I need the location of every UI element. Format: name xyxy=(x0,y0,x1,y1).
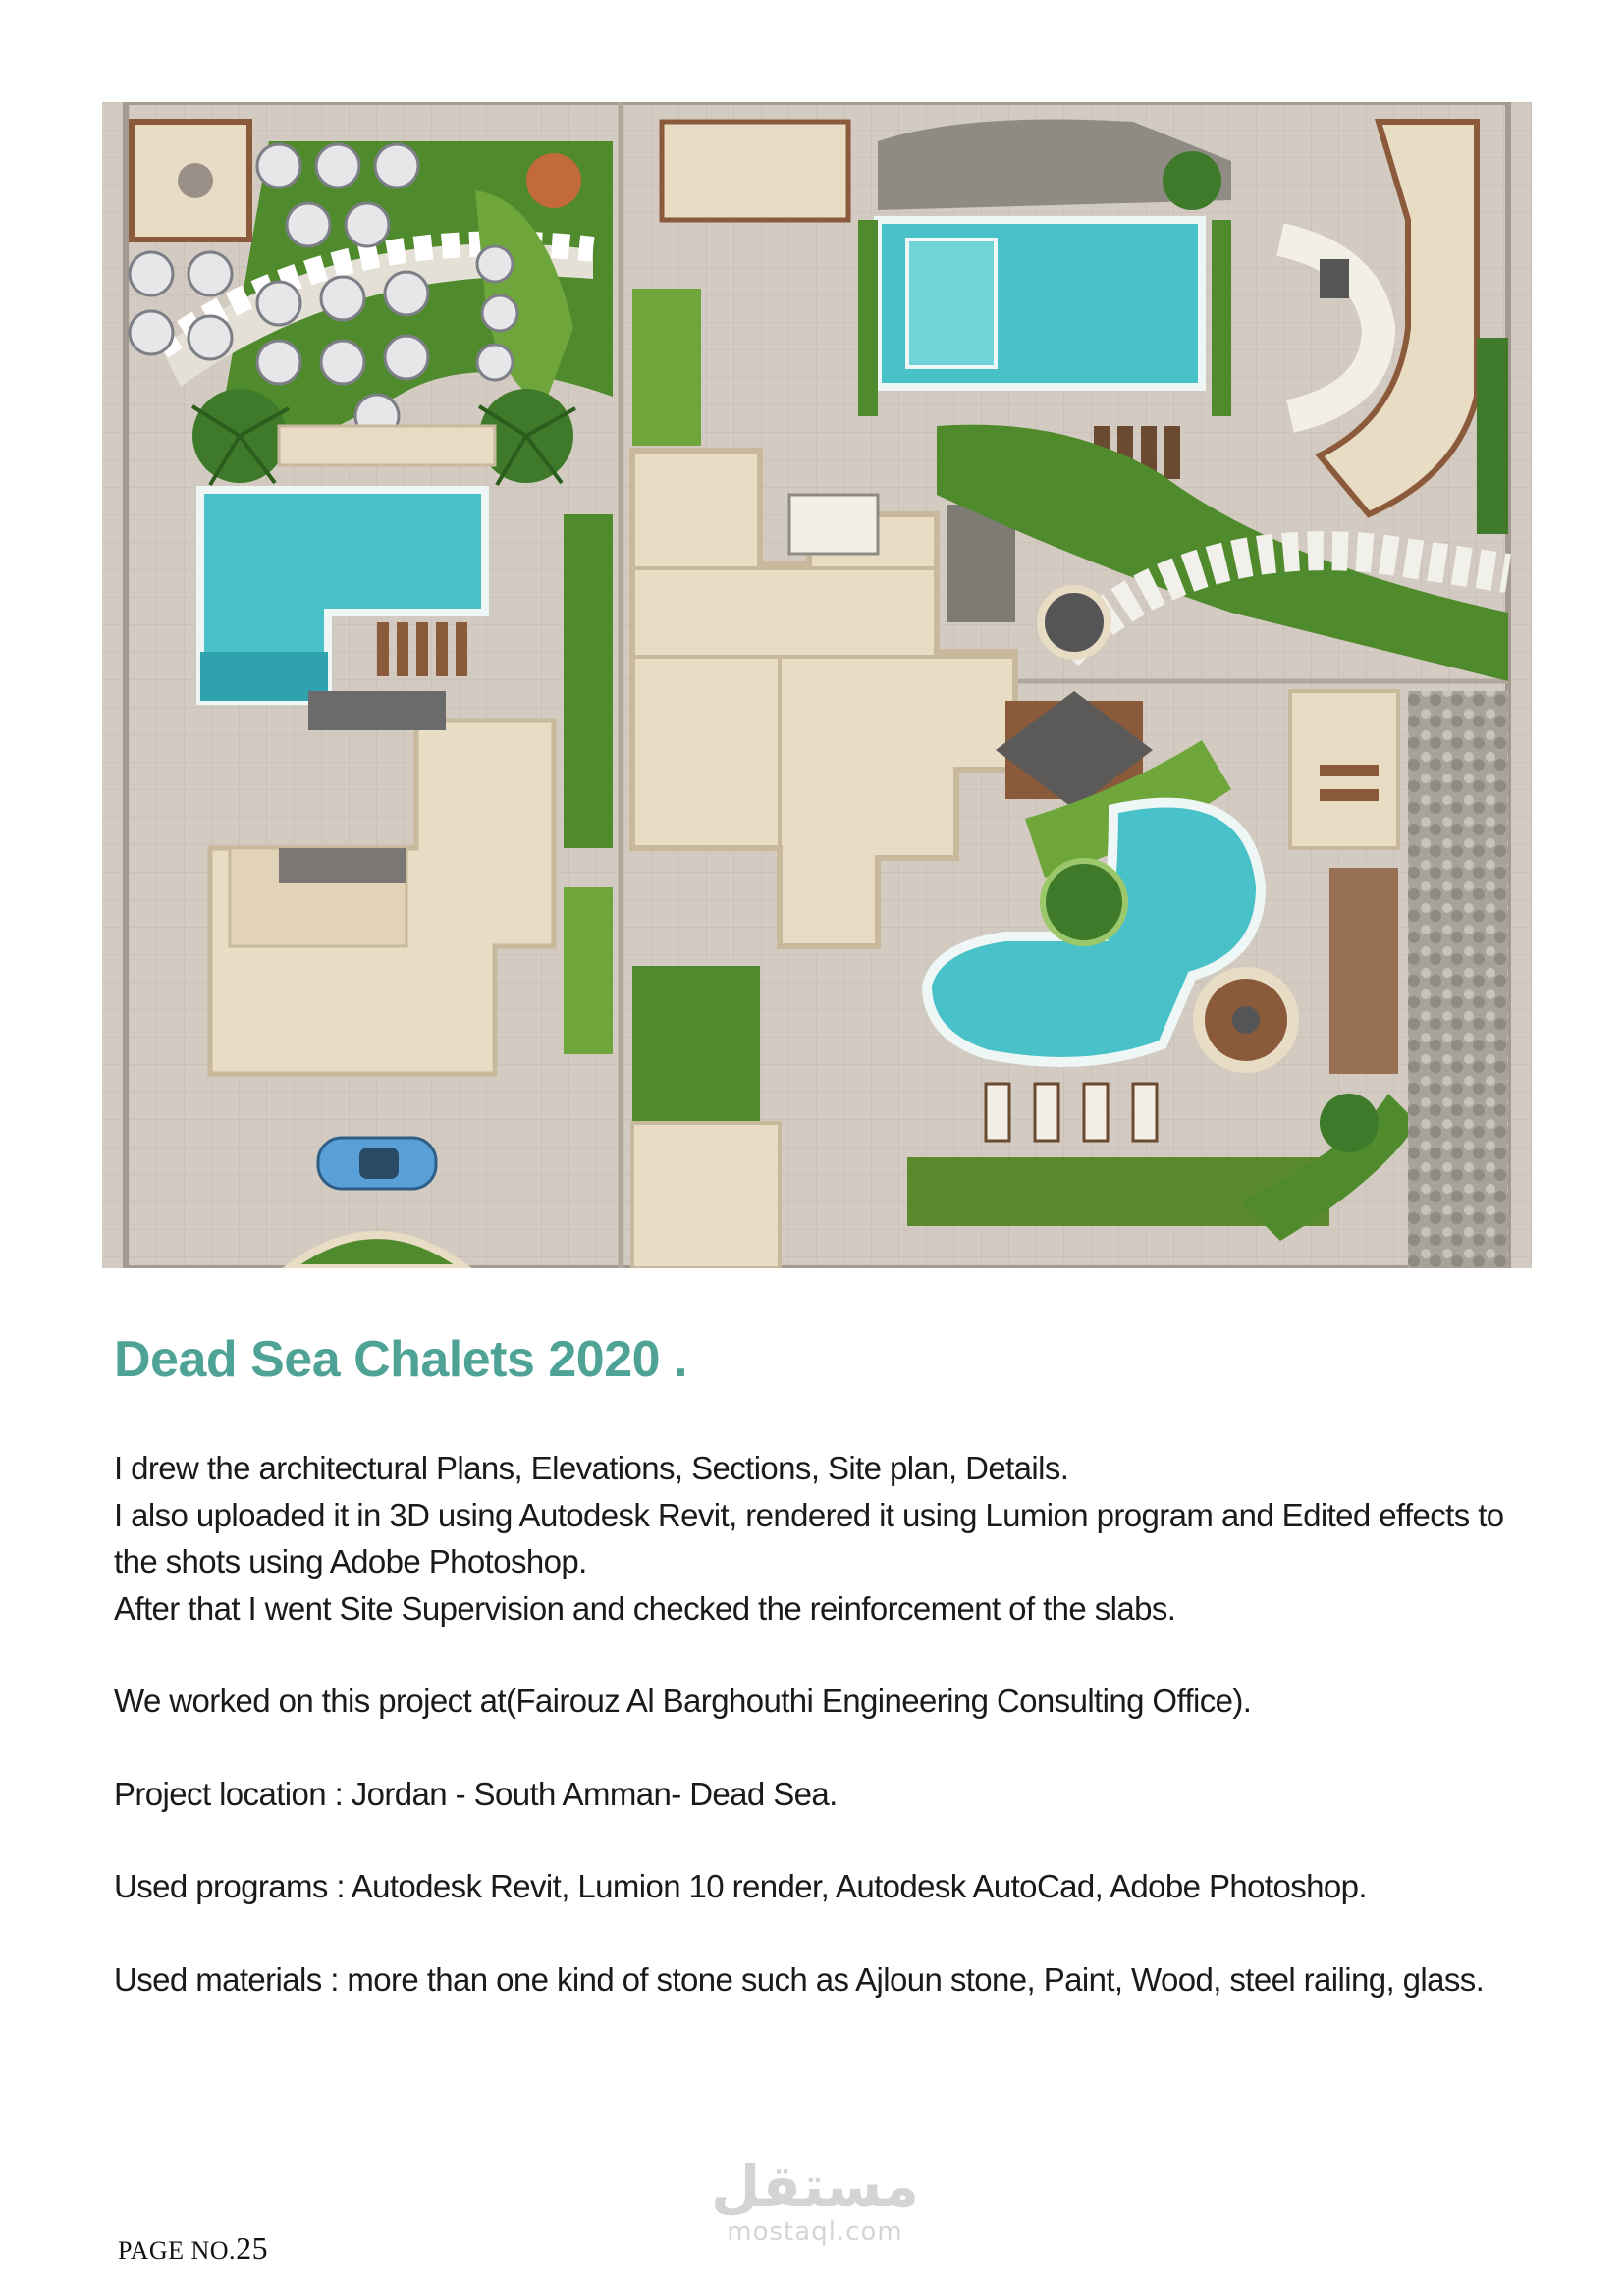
page-number xyxy=(118,2230,268,2267)
paragraph-drawings: I drew the architectural Plans, Elevations, Sections, Site plan, Details. xyxy=(114,1450,1069,1486)
project-description xyxy=(114,1445,1528,2002)
paragraph-3d-render: I also uploaded it in 3D using Autodesk Revit, rendered it using Lumion program and Edited effects to the shots using Adobe Photoshop. xyxy=(114,1496,1504,1579)
watermark xyxy=(687,2155,943,2263)
paragraph-office: We worked on this project at(Fairouz Al Barghouthi Engineering Consulting Office). xyxy=(114,1682,1252,1719)
paragraph-programs: Used programs : Autodesk Revit, Lumion 10 render, Autodesk AutoCad, Adobe Photoshop. xyxy=(114,1868,1367,1904)
watermark-arabic: مستقل xyxy=(710,2153,920,2219)
site-plan-drawing xyxy=(102,102,1532,1268)
page-number-value: 25 xyxy=(236,2230,269,2266)
site-plan-image xyxy=(102,102,1532,1268)
paragraph-materials: Used materials : more than one kind of stone such as Ajloun stone, Paint, Wood, steel railing, glass. xyxy=(114,1960,1485,1998)
paragraph-supervision: After that I went Site Supervision and checked the reinforcement of the slabs. xyxy=(114,1589,1176,1627)
watermark-latin: mostaql.com xyxy=(727,2217,903,2247)
page-number-label: PAGE NO. xyxy=(118,2236,237,2265)
project-title: Dead Sea Chalets 2020 . xyxy=(114,1331,687,1388)
paragraph-location: Project location : Jordan - South Amman- Dead Sea. xyxy=(114,1775,838,1812)
